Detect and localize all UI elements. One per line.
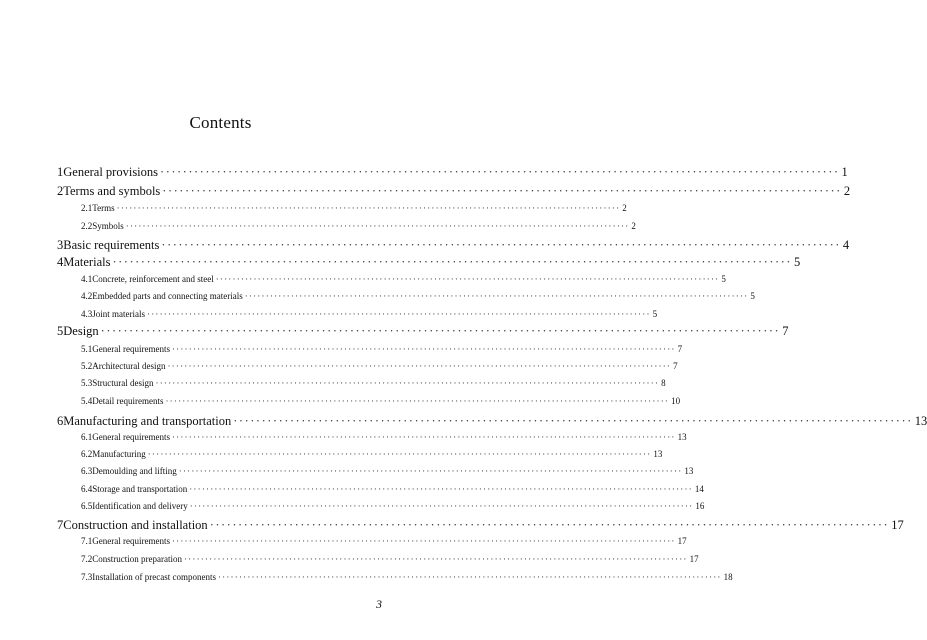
toc-entry[interactable] (57, 572, 733, 582)
toc-entry-number: 6 (57, 414, 64, 428)
toc-entry-page: 13 (653, 449, 663, 459)
toc-entry-label: Terms and symbols (63, 184, 161, 198)
toc-entry-number: 2.1 (81, 203, 93, 213)
dot-leader: ························································································································ (161, 238, 841, 252)
dot-leader: ························································································································ (100, 324, 781, 338)
toc-entry[interactable] (57, 432, 687, 442)
toc-entry-page: 8 (661, 378, 666, 388)
toc-entry-page: 10 (671, 396, 681, 406)
toc-entry[interactable] (57, 554, 699, 564)
dot-leader: ························································································································ (171, 432, 676, 442)
toc-entry-page: 5 (750, 291, 755, 301)
toc-entry[interactable] (57, 184, 851, 199)
toc-entry[interactable] (57, 203, 627, 213)
toc-entry[interactable] (57, 484, 704, 494)
toc-entry-label: General provisions (63, 165, 159, 179)
toc-entry-number: 7 (57, 518, 64, 532)
toc-entry-label: Joint materials (92, 309, 145, 319)
toc-entry-number: 6.3 (81, 466, 93, 476)
toc-entry-label: Concrete, reinforcement and steel (92, 274, 214, 284)
toc-entry-page: 4 (842, 238, 850, 252)
toc-entry-page: 17 (677, 536, 687, 546)
toc-entry-number: 4.1 (81, 274, 93, 284)
toc-entry[interactable] (57, 518, 904, 533)
toc-entry-page: 7 (677, 344, 683, 354)
toc-entry-label: Manufacturing (92, 449, 146, 459)
toc-entry-page: 2 (622, 203, 627, 213)
dot-leader: ························································································································ (167, 361, 672, 371)
toc-entry-page: 16 (695, 501, 705, 511)
dot-leader: ························································································································ (178, 466, 683, 476)
toc-entry-number: 6.2 (81, 449, 93, 459)
toc-entry-number: 3 (57, 238, 64, 252)
dot-leader: ························································································································ (233, 414, 913, 428)
dot-leader: ························································································································ (165, 396, 670, 406)
toc-entry[interactable] (57, 414, 927, 429)
toc-entry-number: 6.5 (81, 501, 93, 511)
toc-entry[interactable] (57, 466, 694, 476)
toc-entry-page: 5 (793, 255, 801, 269)
dot-leader: ························································································································ (147, 309, 651, 319)
toc-entry-number: 4 (57, 255, 64, 269)
toc-entry-label: Structural design (92, 378, 154, 388)
dot-leader: ························································································································ (171, 536, 676, 546)
toc-entry-label: Manufacturing and transportation (63, 414, 232, 428)
toc-entry-number: 5.3 (81, 378, 93, 388)
dot-leader: ························································································································ (160, 165, 840, 179)
toc-entry-number: 6.4 (81, 484, 93, 494)
dot-leader: ························································································································ (162, 184, 842, 198)
toc-entry-label: Installation of precast components (92, 572, 216, 582)
toc-entry[interactable] (57, 165, 848, 180)
toc-entry-label: Identification and delivery (92, 501, 188, 511)
dot-leader: ························································································································ (171, 344, 676, 354)
toc-entry-label: Storage and transportation (92, 484, 188, 494)
toc-entry[interactable] (57, 274, 726, 284)
toc-entry-label: Embedded parts and connecting materials (92, 291, 243, 301)
toc-entry-label: Demoulding and lifting (92, 466, 177, 476)
dot-leader: ························································································································ (183, 554, 688, 564)
toc-entry-label: Construction preparation (92, 554, 182, 564)
toc-entry-label: Symbols (92, 221, 124, 231)
toc-entry-number: 7.3 (81, 572, 93, 582)
toc-entry[interactable] (57, 324, 789, 339)
toc-entry-page: 5 (721, 274, 726, 284)
dot-leader: ························································································································ (112, 255, 792, 269)
toc-entry[interactable] (57, 221, 636, 231)
toc-entry-label: General requirements (92, 344, 170, 354)
toc-entry[interactable] (57, 255, 801, 270)
dot-leader: ························································································································ (215, 274, 720, 284)
toc-entry[interactable] (57, 396, 681, 406)
toc-entry[interactable] (57, 378, 666, 388)
toc-entry-number: 7.1 (81, 536, 93, 546)
toc-entry-page: 17 (689, 554, 699, 564)
dot-leader: ························································································································ (244, 291, 749, 301)
dot-leader: ························································································································ (147, 449, 652, 459)
toc-entry-page: 13 (677, 432, 687, 442)
toc-entry-number: 2.2 (81, 221, 93, 231)
toc-entry-page: 13 (914, 414, 927, 428)
toc-entry-label: Materials (63, 255, 111, 269)
toc-entry[interactable] (57, 291, 755, 301)
toc-entry-page: 14 (694, 484, 704, 494)
toc-entry-page: 17 (891, 518, 904, 532)
toc-entry[interactable] (57, 344, 683, 354)
toc-entry-label: Terms (92, 203, 115, 213)
toc-entry[interactable] (57, 309, 658, 319)
toc-entry-label: Construction and installation (63, 518, 208, 532)
toc-entry-number: 1 (57, 165, 64, 179)
dot-leader: ························································································································ (209, 518, 890, 532)
toc-entry-number: 5.2 (81, 361, 93, 371)
toc-entry-page: 2 (631, 221, 636, 231)
dot-leader: ························································································································ (217, 572, 722, 582)
toc-entry-page: 7 (673, 361, 678, 371)
toc-entry-number: 4.2 (81, 291, 93, 301)
toc-entry-number: 5.1 (81, 344, 93, 354)
dot-leader: ························································································································ (189, 484, 693, 494)
toc-entry-page: 5 (652, 309, 658, 319)
dot-leader: ························································································································ (155, 378, 660, 388)
toc-entry-page: 1 (841, 165, 848, 179)
toc-entry[interactable] (57, 449, 663, 459)
toc-entry-label: Detail requirements (92, 396, 164, 406)
toc-entry-page: 18 (723, 572, 733, 582)
toc-entry-label: Design (63, 324, 99, 338)
dot-leader: ························································································································ (125, 221, 630, 231)
toc-entry-number: 2 (57, 184, 64, 198)
toc-entry[interactable] (57, 238, 850, 253)
toc-entry-number: 4.3 (81, 309, 93, 319)
toc-entry[interactable] (57, 361, 678, 371)
toc-entry-page: 2 (843, 184, 851, 198)
toc-entry-page: 13 (684, 466, 694, 476)
toc-entry-number: 7.2 (81, 554, 93, 564)
toc-entry[interactable] (57, 536, 687, 546)
toc-entry-number: 5.4 (81, 396, 93, 406)
toc-entry-label: Architectural design (92, 361, 166, 371)
toc-entry-page: 7 (782, 324, 789, 338)
toc-entry[interactable] (57, 501, 705, 511)
toc-entry-number: 6.1 (81, 432, 93, 442)
toc-entry-label: Basic requirements (63, 238, 160, 252)
toc-entry-label: General requirements (92, 536, 170, 546)
dot-leader: ························································································································ (116, 203, 621, 213)
toc-entry-label: General requirements (92, 432, 170, 442)
toc-entry-number: 5 (57, 324, 64, 338)
page-title: Contents (189, 113, 252, 132)
page-number: 3 (376, 597, 382, 611)
dot-leader: ························································································································ (189, 501, 694, 511)
